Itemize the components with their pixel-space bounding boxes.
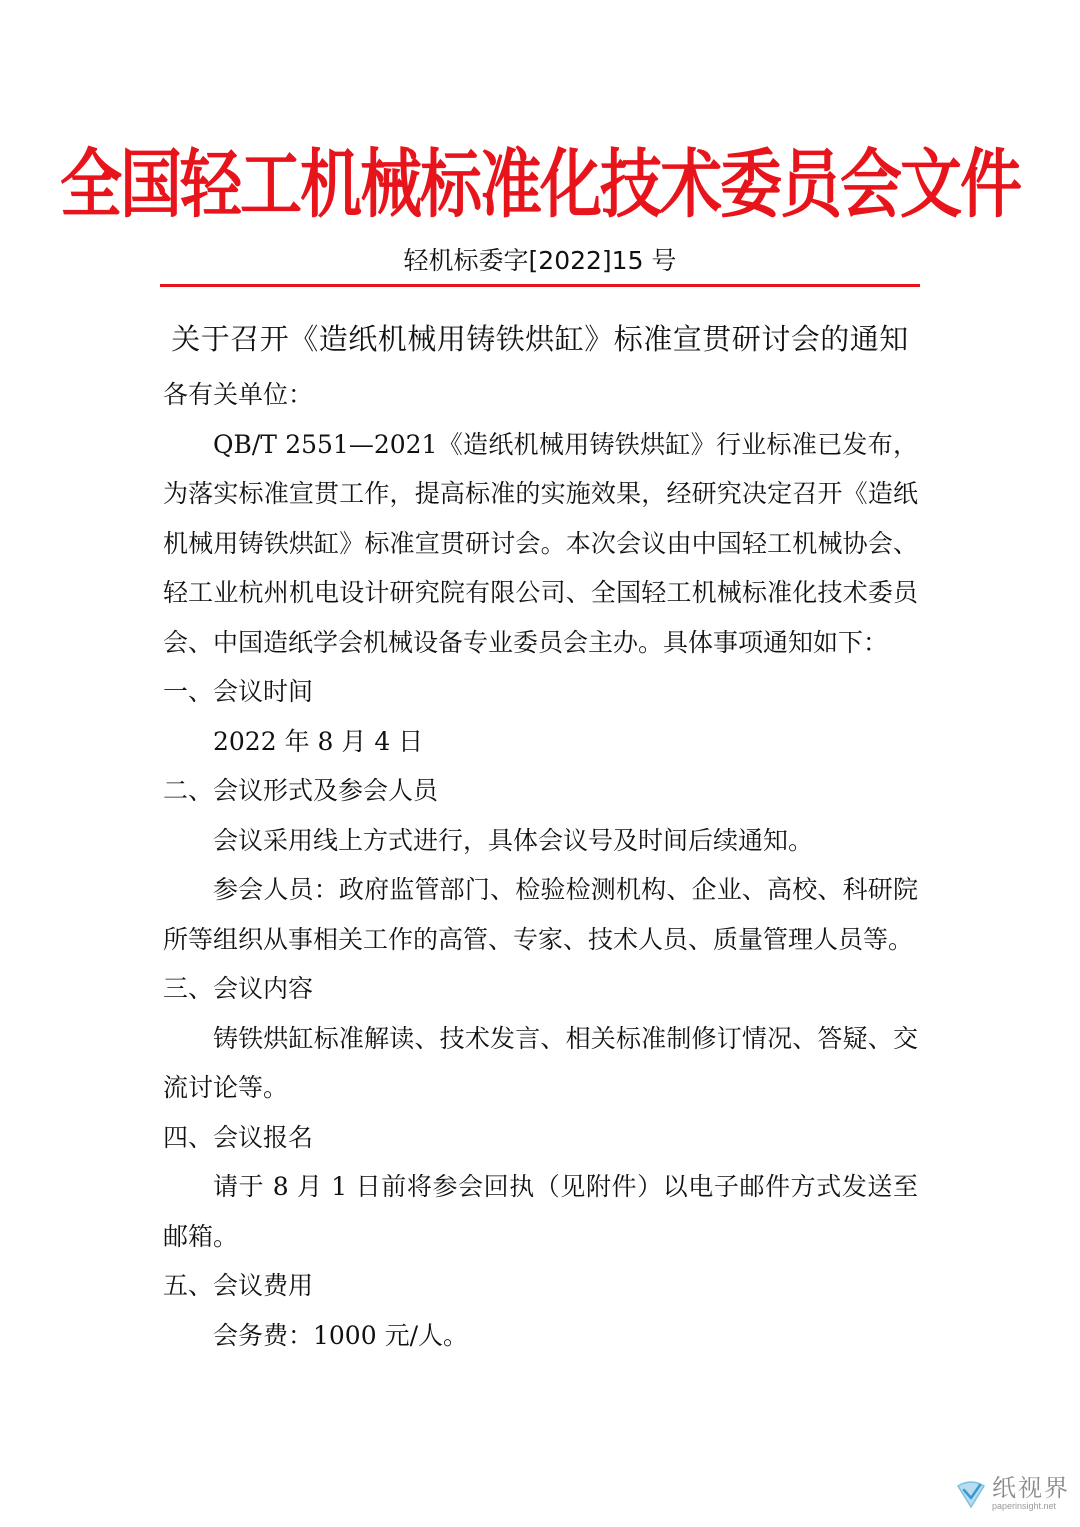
intro-paragraph: QB/T 2551—2021《造纸机械用铸铁烘缸》行业标准已发布，为落实标准宣贯工作，提高标准的实施效果，经研究决定召开《造纸机械用铸铁烘缸》标准宣贯研讨会。本次会议由中国轻工机械协会、轻工业杭州机电设计研究院有限公司、全国轻工机械标准化技术委员会、中国造纸学会机械设备专业委员会主办。具体事项通知如下： bbox=[163, 429, 918, 657]
fees-paragraph: 会务费：1000 元/人。 bbox=[213, 1320, 468, 1350]
watermark-site: paperinsight.net bbox=[992, 1500, 1057, 1511]
issuing-body-title: 全国轻工机械标准化技术委员会文件 bbox=[59, 140, 1020, 229]
document-header bbox=[0, 140, 1080, 230]
section-heading-content: 三、会议内容 bbox=[163, 974, 314, 1003]
document-number: 轻机标委字[2022]15 号 bbox=[403, 246, 677, 275]
notice-title: 关于召开《造纸机械用铸铁烘缸》标准宣贯研讨会的通知 bbox=[171, 322, 909, 356]
salutation: 各有关单位： bbox=[163, 380, 314, 409]
paperinsight-logo-icon bbox=[954, 1476, 988, 1510]
meeting-format-paragraph: 会议采用线上方式进行，具体会议号及时间后续通知。 bbox=[213, 825, 814, 855]
notice-body bbox=[163, 370, 918, 1360]
participants-paragraph: 参会人员：政府监管部门、检验检测机构、企业、高校、科研院所等组织从事相关工作的高管、专家、技术人员、质量管理人员等。 bbox=[163, 875, 918, 954]
section-heading-registration: 四、会议报名 bbox=[163, 1122, 314, 1152]
section-heading-fees: 五、会议费用 bbox=[163, 1271, 314, 1300]
watermark-name: 纸视界 bbox=[992, 1473, 1070, 1502]
site-watermark bbox=[954, 1471, 1070, 1515]
meeting-content-paragraph: 铸铁烘缸标准解读、技术发言、相关标准制修订情况、答疑、交流讨论等。 bbox=[163, 1023, 918, 1102]
section-heading-time: 一、会议时间 bbox=[163, 677, 314, 706]
registration-paragraph: 请于 8 月 1 日前将参会回执（见附件）以电子邮件方式发送至邮箱。 bbox=[163, 1172, 918, 1251]
meeting-date: 2022 年 8 月 4 日 bbox=[213, 726, 424, 756]
section-heading-format: 二、会议形式及参会人员 bbox=[163, 776, 439, 805]
red-divider-line bbox=[160, 284, 920, 287]
